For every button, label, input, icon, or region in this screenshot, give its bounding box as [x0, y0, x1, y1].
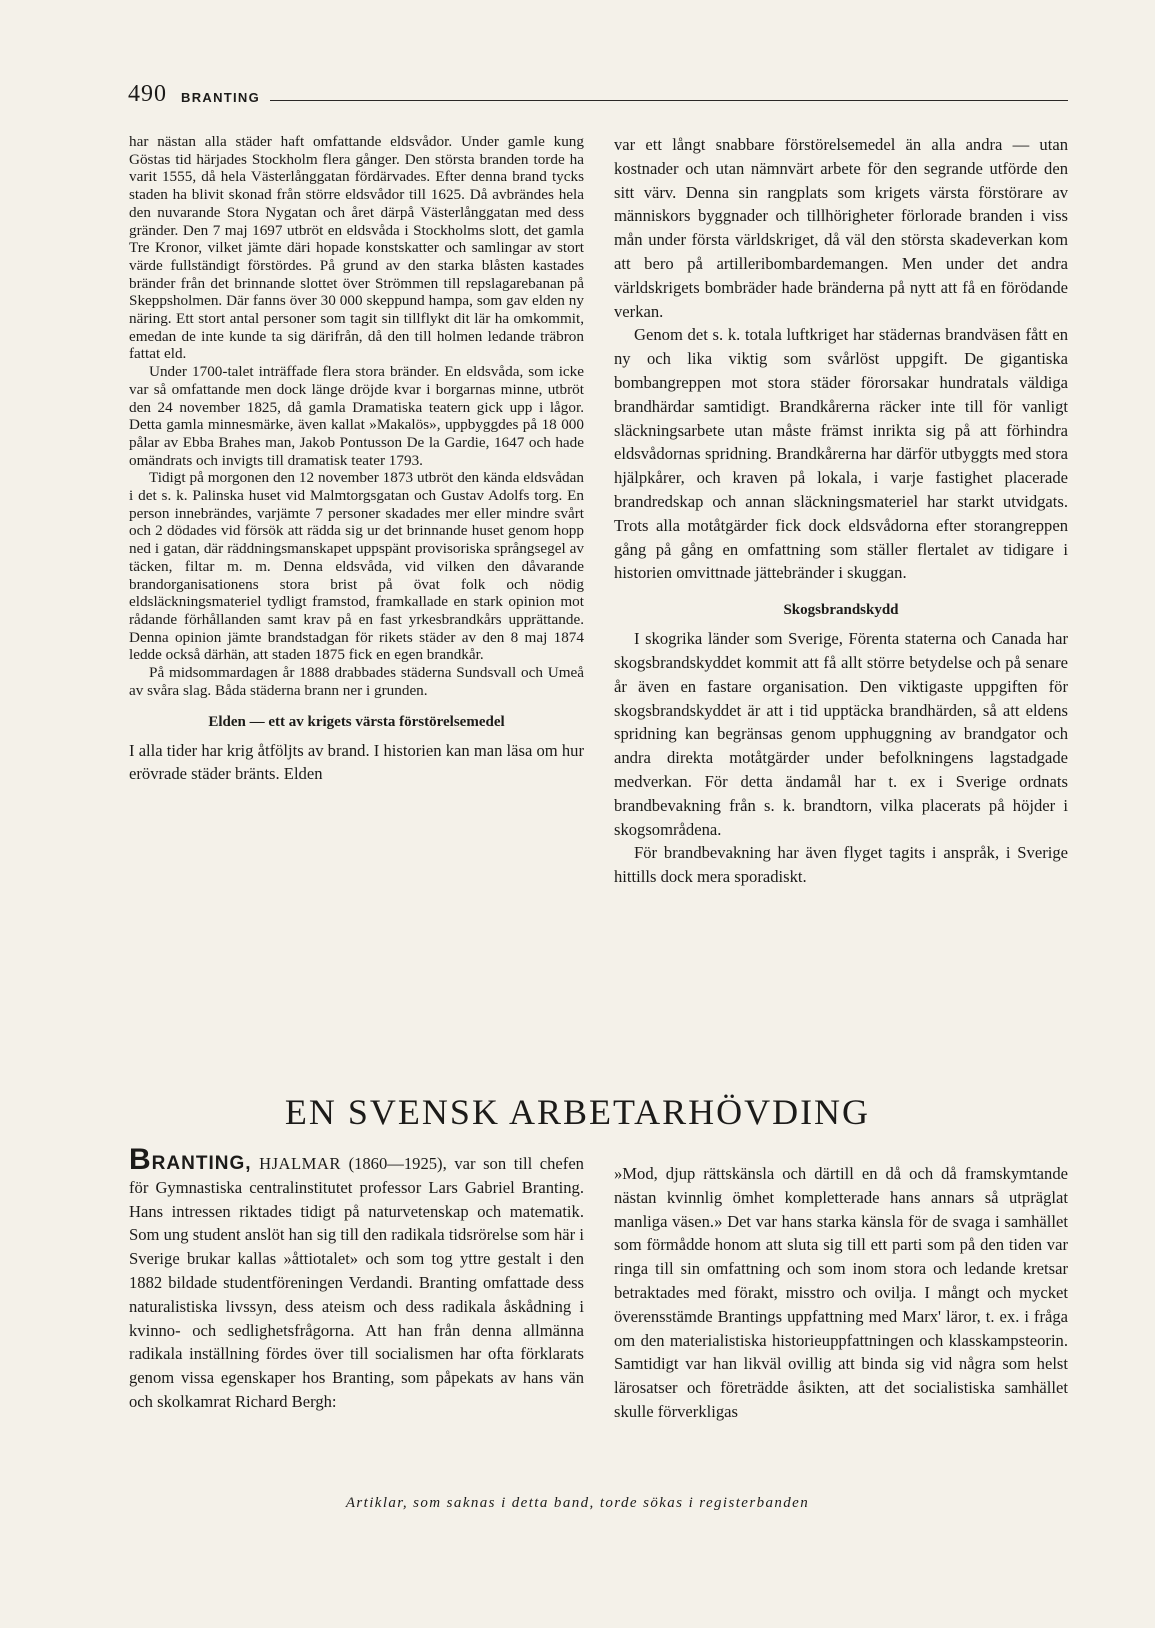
paragraph: har nästan alla städer haft omfattande eldsvådor. Under gamle kung Göstas tid härjades Stockholm flera gånger. Den största branden torde ha varit 1555, då hela Västerlånggatan fördärvades. Efter denna brand tycks staden ha blivit skonad från större eldsvådor till 1625. Då avbrändes hela den nuvarande Stora Nygatan och året därpå Västerlånggatan med dess gränder. Den 7 maj 1697 utbröt en eldsvåda i Stockholms slott, det gamla Tre Kronor, vilket jämte däri hopade konstskatter och samlingar av stort värde fullständigt förstördes. På grund av den starka blåsten kastades bränder från det brinnande slottet över Strömmen till repslagarebanan på Skeppsholmen. Där fanns över 30 000 skeppund hampa, som gav elden ny näring. Ett stort antal personer som tagit sin tillflykt dit lär ha omkommit, emedan de inte kunde ta sig därifrån, då den till holmen ledande träbron fattat eld. — [129, 133, 584, 363]
paragraph: I alla tider har krig åtföljts av brand. I historien kan man läsa om hur erövrade städer bränts. Elden — [129, 740, 584, 784]
paragraph: var ett långt snabbare förstörelsemedel än alla andra — utan kostnader och utan nämnvärt arbete för den segrande utförde den sitt värv. Denna sin rangplats som krigets värsta förstörare av människors byggnader och tillhörigheter förlorade branden i viss mån under första världskriget, då väl den största skadeverkan kom att bero på artilleribombardemangen. Men under det andra världskrigets bombräder hade bränderna på nytt att få en förödande verkan. — [614, 135, 1068, 321]
article-text-left: (1860—1925), var son till chefen för Gymnastiska centralinstitutet professor Lars Gabriel Branting. Hans intressen riktades tidigt på naturvetenskap och matematik. Som ung student anslöt han sig till den radikala tidsrörelse som här i Sverige brukar kallas »åttiotalet» och som tog yttre gestalt i den 1882 bildade studentföreningen Verdandi. Branting omfattade dess naturalistiska livssyn, dess ateism och dess radikala åskådning i kvinno- och sedlighetsfrågorna. Att han från denna allmänna radikala inställning fördes över till socialismen har ofta förklarats genom vissa egenskaper hos Branting, som påpekats av hans vän och skolkamrat Richard Bergh: — [129, 1154, 584, 1411]
paragraph: Under 1700-talet inträffade flera stora bränder. En eldsvåda, som icke var så omfattande men dock länge dröjde kvar i borgarnas minne, utbröt den 24 november 1825, då gamla Dramatiska teatern gick upp i lågor. Detta gamla minnesmärke, även kallat »Makalös», uppbyggdes på 18 000 pålar av Ebba Brahes man, Jakob Pontusson De la Gardie, 1647 och hade omändrats och invigts till dramatisk teater 1793. — [129, 363, 584, 469]
page-number: 490 — [128, 81, 167, 107]
running-head: BRANTING — [181, 90, 261, 105]
right-column-top — [614, 133, 1068, 889]
left-column-top — [129, 133, 584, 786]
paragraph: Genom det s. k. totala luftkriget har städernas brandväsen fått en ny och lika viktig som svårlöst uppgift. De gigantiska bombangreppen mot stora städer förorsakar hundratals väldiga brandhärdar samtidigt. Brandkårerna räcker inte till för vanligt släckningsarbete utan måste främst inrikta sig på att förhindra eldsvådornas spridning. Brandkårerna har därför utbyggts med stora hjälpkårer, och kraven på lokala, i varje fastighet placerade brandredskap och annan släckningsmateriel har starkt utvidgats. Trots alla motåtgärder fick dock eldsvådorna efter storangreppen gång på gång en omfattning som ställer flertalet av tidigare i historien omvittnade jättebränder i skuggan. — [614, 325, 1068, 583]
lemma-initial: B — [129, 1143, 152, 1176]
article-right-column — [614, 1162, 1068, 1424]
given-name-rest: JALMAR — [271, 1154, 341, 1173]
lemma-rest: RANTING, — [151, 1153, 252, 1174]
paragraph: I skogrika länder som Sverige, Förenta staterna och Canada har skogsbrandskyddet kommit att få allt större betydelse och på senare år även en fastare organisation. Den viktigaste uppgiften för skogsbrandskyddet är att i tid upptäcka brandhärden, så att eldens spridning kan begränsas genom upphuggning av brandgator och andra direkta motåtgärder under befolkningens lagstadgade medverkan. För detta ändamål har t. ex i Sverige ordnats brandbevakning från s. k. brandtorn, vilka placerats på höjder i skogsområdena. — [614, 629, 1068, 839]
article-text-right: »Mod, djup rättskänsla och därtill en då och då framskymtande nästan kvinnlig ömhet kompletterade hans annars så utpräglat manliga väsen.» Det var hans starka känsla för de svaga i samhället som förmådde honom att sluta sig till ett parti som på den tiden var ringa till sin omfattning och som inom stora och ledande kretsar betraktades med förakt, misstro och ovilja. I mångt och mycket överensstämde Brantings uppfattning med Marx' läror, t. ex. i fråga om den materialistiska historieuppfattningen och klasskampsteorin. Samtidigt var han likväl ovillig att binda sig vid några som helst lärosatser och företrädde åsikten, att det socialistiska samhället skulle förverkligas — [614, 1164, 1068, 1421]
article-title: EN SVENSK ARBETARHÖVDING — [284, 1092, 871, 1132]
lemma — [129, 1143, 252, 1176]
article-left-column — [129, 1143, 584, 1414]
given-name-initial: H — [259, 1154, 272, 1173]
section-body-elden — [129, 739, 584, 787]
paragraph: Tidigt på morgonen den 12 november 1873 utbröt den kända eldsvådan i det s. k. Palinska huset vid Malmtorgsgatan och Gustav Adolfs torg. En person innebrändes, varjämte 7 personer skadades mer eller mindre svårt och 2 dödades vid försök att rädda sig ur det brinnande huset genom hopp ned i gatan, där räddningsmanskapet uppspänt provisoriska språngsegel av täcken, filtar m. m. Denna eldsvåda, vid vilken den dåvarande brandorganisationens stora brist på övat folk och nödig eldsläckningsmateriel tydligt framstod, framkallade en stark opinion mot rådande förhållanden samt krav på en fast yrkesbrandkårs upprättande. Denna opinion jämte brandstadgan för rikets städer av den 8 maj 1874 ledde också därhän, att staden 1875 fick en egen brandkår. — [129, 469, 584, 664]
footer-note: Artiklar, som saknas i detta band, torde sökas i registerbanden — [345, 1495, 810, 1511]
section-heading-skogsbrandskydd: Skogsbrandskydd — [783, 602, 899, 619]
page-header — [128, 80, 1068, 106]
article-opening — [129, 1143, 584, 1414]
section-heading-elden: Elden — ett av krigets värsta förstörelsemedel — [208, 713, 505, 730]
given-name — [259, 1154, 341, 1173]
header-rule — [270, 100, 1068, 101]
paragraph: På midsommardagen år 1888 drabbades städerna Sundsvall och Umeå av svåra slag. Båda städerna brann ner i grunden. — [129, 664, 584, 699]
paragraph: För brandbevakning har även flyget tagits i anspråk, i Sverige hittills dock mera sporadiskt. — [614, 843, 1068, 887]
